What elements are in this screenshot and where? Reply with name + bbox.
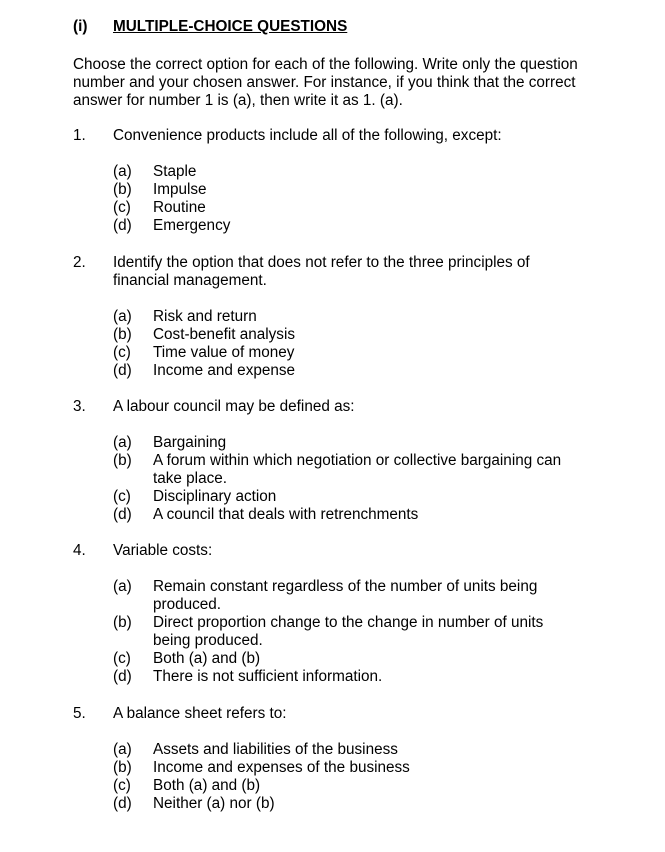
option-letter: (b) bbox=[113, 759, 132, 776]
option-letter: (a) bbox=[113, 308, 132, 325]
option-text: Routine bbox=[153, 199, 206, 216]
option-text: Bargaining bbox=[153, 434, 227, 451]
option-text: Assets and liabilities of the business bbox=[153, 741, 398, 758]
option-letter: (d) bbox=[113, 217, 132, 234]
option-text: A council that deals with retrenchments bbox=[153, 506, 419, 523]
option-letter: (b) bbox=[113, 181, 132, 198]
option-text: Direct proportion change to the change in number of units being produced. bbox=[153, 614, 544, 649]
option-item bbox=[113, 452, 573, 488]
option-letter: (a) bbox=[113, 578, 132, 595]
question-4 bbox=[73, 542, 613, 686]
option-item bbox=[113, 506, 573, 524]
option-text: A forum within which negotiation or collective bargaining can take place. bbox=[153, 452, 562, 487]
option-letter: (b) bbox=[113, 326, 132, 343]
option-text: Remain constant regardless of the number of units being produced. bbox=[153, 578, 538, 613]
option-item bbox=[113, 578, 563, 614]
question-text: Identify the option that does not refer to the three principles of financial management. bbox=[113, 254, 530, 289]
question-text: A labour council may be defined as: bbox=[113, 398, 355, 415]
option-letter: (a) bbox=[113, 741, 132, 758]
option-item bbox=[113, 217, 613, 235]
question-5 bbox=[73, 705, 613, 813]
option-text: Risk and return bbox=[153, 308, 257, 325]
option-text: Time value of money bbox=[153, 344, 295, 361]
option-list bbox=[73, 741, 613, 813]
option-letter: (d) bbox=[113, 795, 132, 812]
option-item bbox=[113, 344, 613, 362]
section-heading bbox=[73, 18, 347, 36]
option-text: Income and expense bbox=[153, 362, 296, 379]
option-letter: (b) bbox=[113, 452, 132, 469]
option-letter: (c) bbox=[113, 199, 131, 216]
option-letter: (c) bbox=[113, 488, 131, 505]
question-stem bbox=[73, 254, 553, 290]
question-stem bbox=[73, 542, 613, 560]
section-title: MULTIPLE-CHOICE QUESTIONS bbox=[113, 18, 348, 35]
question-stem bbox=[73, 127, 613, 145]
option-letter: (d) bbox=[113, 506, 132, 523]
question-stem bbox=[73, 705, 613, 723]
question-1 bbox=[73, 127, 613, 235]
option-letter: (b) bbox=[113, 614, 132, 631]
section-number: (i) bbox=[73, 18, 88, 35]
option-item bbox=[113, 163, 613, 181]
option-item bbox=[113, 488, 573, 506]
option-item bbox=[113, 362, 613, 380]
option-letter: (a) bbox=[113, 434, 132, 451]
question-text: Variable costs: bbox=[113, 542, 213, 559]
question-2 bbox=[73, 254, 613, 380]
instructions-paragraph: Choose the correct option for each of the following. Write only the question number and your chosen answer. For instance, if you think that the correct answer for number 1 is (a), then write it as 1. (a). bbox=[73, 56, 578, 109]
option-item bbox=[113, 668, 563, 686]
option-letter: (d) bbox=[113, 668, 132, 685]
option-letter: (c) bbox=[113, 777, 131, 794]
option-item bbox=[113, 741, 613, 759]
option-list bbox=[73, 308, 613, 380]
option-letter: (a) bbox=[113, 163, 132, 180]
question-number: 5. bbox=[73, 705, 86, 722]
question-3 bbox=[73, 398, 613, 524]
option-list bbox=[73, 434, 573, 524]
option-text: Neither (a) nor (b) bbox=[153, 795, 275, 812]
question-number: 2. bbox=[73, 254, 86, 271]
option-text: Both (a) and (b) bbox=[153, 777, 261, 794]
option-item bbox=[113, 650, 563, 668]
option-text: Impulse bbox=[153, 181, 207, 198]
question-number: 4. bbox=[73, 542, 86, 559]
option-item bbox=[113, 199, 613, 217]
option-letter: (c) bbox=[113, 650, 131, 667]
option-item bbox=[113, 777, 613, 795]
option-item bbox=[113, 614, 563, 650]
option-text: Cost-benefit analysis bbox=[153, 326, 295, 343]
option-letter: (d) bbox=[113, 362, 132, 379]
option-text: Staple bbox=[153, 163, 197, 180]
option-text: Both (a) and (b) bbox=[153, 650, 261, 667]
option-item bbox=[113, 181, 613, 199]
option-item bbox=[113, 434, 573, 452]
option-list bbox=[73, 163, 613, 235]
option-text: There is not sufficient information. bbox=[153, 668, 383, 685]
option-item bbox=[113, 326, 613, 344]
option-text: Disciplinary action bbox=[153, 488, 277, 505]
option-item bbox=[113, 759, 613, 777]
question-text: A balance sheet refers to: bbox=[113, 705, 287, 722]
option-letter: (c) bbox=[113, 344, 131, 361]
option-list bbox=[73, 578, 563, 686]
option-text: Income and expenses of the business bbox=[153, 759, 410, 776]
question-stem bbox=[73, 398, 613, 416]
option-item bbox=[113, 308, 613, 326]
question-number: 3. bbox=[73, 398, 86, 415]
option-text: Emergency bbox=[153, 217, 231, 234]
question-text: Convenience products include all of the following, except: bbox=[113, 127, 502, 144]
question-number: 1. bbox=[73, 127, 86, 144]
option-item bbox=[113, 795, 613, 813]
